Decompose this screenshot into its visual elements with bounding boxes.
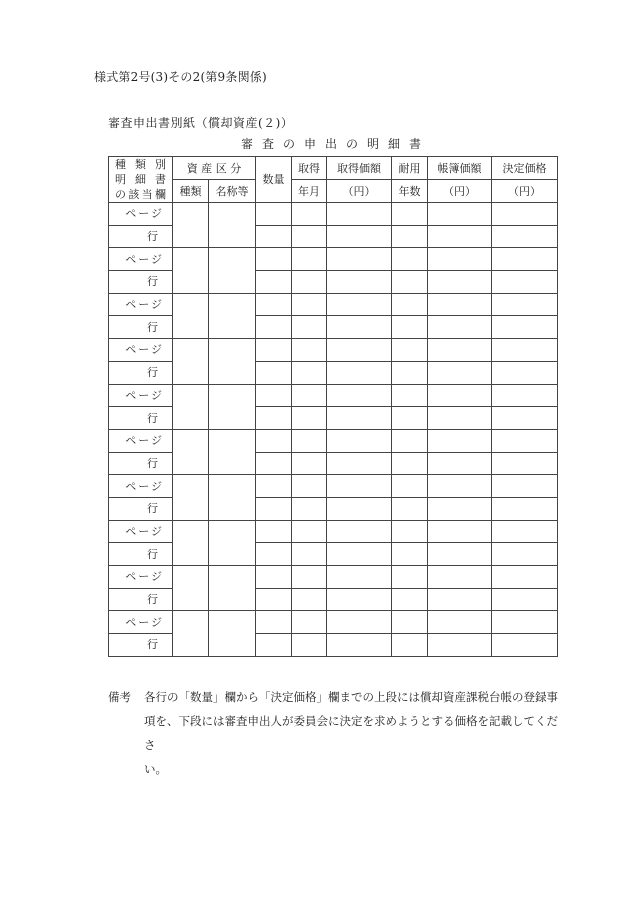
acquired-price-cell[interactable]: [327, 407, 392, 430]
useful-life-cell[interactable]: [392, 497, 428, 520]
book-value-cell[interactable]: [428, 475, 492, 498]
decided-price-cell[interactable]: [492, 339, 558, 362]
acquired-price-cell[interactable]: [327, 611, 392, 634]
acquired-date-cell[interactable]: [292, 475, 327, 498]
book-value-cell[interactable]: [428, 520, 492, 543]
book-value-cell[interactable]: [428, 543, 492, 566]
acquired-date-cell[interactable]: [292, 361, 327, 384]
table-row-upper: [109, 248, 558, 271]
quantity-cell[interactable]: [256, 225, 292, 248]
acquired-price-cell[interactable]: [327, 634, 392, 657]
acquired-date-cell[interactable]: [292, 384, 327, 407]
acquired-price-cell[interactable]: [327, 566, 392, 589]
asset-type-cell[interactable]: [173, 475, 209, 520]
book-value-cell[interactable]: [428, 611, 492, 634]
note-line-2: 項を、下段には審査申出人が委員会に決定を求めようとする価格を記載してくださ: [144, 714, 558, 752]
quantity-cell[interactable]: [256, 203, 292, 226]
quantity-cell[interactable]: [256, 271, 292, 294]
book-value-cell[interactable]: [428, 203, 492, 226]
header-decided-price-2: （円）: [492, 180, 558, 203]
acquired-date-cell[interactable]: [292, 611, 327, 634]
useful-life-cell[interactable]: [392, 248, 428, 271]
form-title: 審査の申出の明細書: [241, 137, 431, 151]
note-line-3: い。: [144, 762, 167, 776]
useful-life-cell[interactable]: [392, 407, 428, 430]
acquired-price-cell[interactable]: [327, 248, 392, 271]
useful-life-cell[interactable]: [392, 225, 428, 248]
acquired-date-cell[interactable]: [292, 566, 327, 589]
useful-life-cell[interactable]: [392, 452, 428, 475]
acquired-date-cell[interactable]: [292, 225, 327, 248]
page-label: ページ: [109, 520, 173, 543]
asset-type-cell[interactable]: [173, 384, 209, 429]
book-value-cell[interactable]: [428, 384, 492, 407]
book-value-cell[interactable]: [428, 566, 492, 589]
header-book-value-2: （円）: [428, 180, 492, 203]
table-row-upper: [109, 339, 558, 362]
acquired-date-cell[interactable]: [292, 429, 327, 452]
decided-price-cell[interactable]: [492, 588, 558, 611]
page-label: ページ: [109, 384, 173, 407]
acquired-price-cell[interactable]: [327, 475, 392, 498]
useful-life-cell[interactable]: [392, 543, 428, 566]
decided-price-cell[interactable]: [492, 293, 558, 316]
decided-price-cell[interactable]: [492, 452, 558, 475]
acquired-price-cell[interactable]: [327, 429, 392, 452]
line-label: 行: [109, 634, 173, 657]
book-value-cell[interactable]: [428, 293, 492, 316]
acquired-price-cell[interactable]: [327, 543, 392, 566]
table-row-upper: [109, 293, 558, 316]
detail-table: [108, 156, 558, 657]
quantity-cell[interactable]: [256, 452, 292, 475]
asset-name-cell[interactable]: [209, 566, 256, 611]
useful-life-cell[interactable]: [392, 316, 428, 339]
book-value-cell[interactable]: [428, 316, 492, 339]
book-value-cell[interactable]: [428, 248, 492, 271]
book-value-cell[interactable]: [428, 407, 492, 430]
decided-price-cell[interactable]: [492, 203, 558, 226]
table-row-upper: [109, 384, 558, 407]
quantity-cell[interactable]: [256, 339, 292, 362]
header-asset-class: 資 産 区 分: [173, 157, 256, 180]
acquired-price-cell[interactable]: [327, 361, 392, 384]
acquired-date-cell[interactable]: [292, 271, 327, 294]
asset-type-cell[interactable]: [173, 520, 209, 565]
decided-price-cell[interactable]: [492, 271, 558, 294]
header-acquired-date-2: 年月: [292, 180, 327, 203]
acquired-date-cell[interactable]: [292, 520, 327, 543]
book-value-cell[interactable]: [428, 339, 492, 362]
asset-name-cell[interactable]: [209, 248, 256, 293]
useful-life-cell[interactable]: [392, 203, 428, 226]
page-label: ページ: [109, 293, 173, 316]
acquired-price-cell[interactable]: [327, 520, 392, 543]
note-line-1: 各行の「数量」欄から「決定価格」欄までの上段には償却資産課税台帳の登録事: [144, 690, 558, 704]
decided-price-cell[interactable]: [492, 475, 558, 498]
note-label: 備考: [108, 690, 131, 704]
line-label: 行: [109, 452, 173, 475]
acquired-price-cell[interactable]: [327, 293, 392, 316]
acquired-date-cell[interactable]: [292, 497, 327, 520]
quantity-cell[interactable]: [256, 429, 292, 452]
quantity-cell[interactable]: [256, 520, 292, 543]
book-value-cell[interactable]: [428, 497, 492, 520]
decided-price-cell[interactable]: [492, 520, 558, 543]
asset-type-cell[interactable]: [173, 203, 209, 248]
header-useful-life-2: 年数: [392, 180, 428, 203]
decided-price-cell[interactable]: [492, 566, 558, 589]
book-value-cell[interactable]: [428, 429, 492, 452]
decided-price-cell[interactable]: [492, 429, 558, 452]
quantity-cell[interactable]: [256, 634, 292, 657]
decided-price-cell[interactable]: [492, 384, 558, 407]
book-value-cell[interactable]: [428, 225, 492, 248]
asset-name-cell[interactable]: [209, 203, 256, 248]
acquired-price-cell[interactable]: [327, 452, 392, 475]
note: [108, 685, 568, 781]
line-label: 行: [109, 588, 173, 611]
acquired-date-cell[interactable]: [292, 316, 327, 339]
page-label: ページ: [109, 203, 173, 226]
asset-name-cell[interactable]: [209, 475, 256, 520]
useful-life-cell[interactable]: [392, 566, 428, 589]
useful-life-cell[interactable]: [392, 339, 428, 362]
acquired-date-cell[interactable]: [292, 634, 327, 657]
asset-name-cell[interactable]: [209, 384, 256, 429]
acquired-date-cell[interactable]: [292, 339, 327, 362]
decided-price-cell[interactable]: [492, 497, 558, 520]
header-acquired-date-1: 取得: [292, 157, 327, 180]
acquired-price-cell[interactable]: [327, 316, 392, 339]
acquired-date-cell[interactable]: [292, 452, 327, 475]
asset-name-cell[interactable]: [209, 520, 256, 565]
asset-name-cell[interactable]: [209, 293, 256, 338]
quantity-cell[interactable]: [256, 293, 292, 316]
quantity-cell[interactable]: [256, 588, 292, 611]
acquired-date-cell[interactable]: [292, 407, 327, 430]
useful-life-cell[interactable]: [392, 520, 428, 543]
quantity-cell[interactable]: [256, 475, 292, 498]
form-subtitle: 審査申出書別紙（償却資産(２)）: [108, 116, 294, 130]
asset-type-cell[interactable]: [173, 429, 209, 474]
book-value-cell[interactable]: [428, 634, 492, 657]
page-label: ページ: [109, 566, 173, 589]
header-book-value-1: 帳簿価額: [428, 157, 492, 180]
acquired-price-cell[interactable]: [327, 384, 392, 407]
table-row-upper: [109, 566, 558, 589]
header-quantity: 数量: [256, 157, 292, 203]
useful-life-cell[interactable]: [392, 429, 428, 452]
useful-life-cell[interactable]: [392, 475, 428, 498]
asset-type-cell[interactable]: [173, 293, 209, 338]
useful-life-cell[interactable]: [392, 634, 428, 657]
table-row-upper: [109, 475, 558, 498]
quantity-cell[interactable]: [256, 248, 292, 271]
asset-name-cell[interactable]: [209, 611, 256, 656]
line-label: 行: [109, 225, 173, 248]
table-row-upper: [109, 611, 558, 634]
book-value-cell[interactable]: [428, 361, 492, 384]
book-value-cell[interactable]: [428, 452, 492, 475]
acquired-price-cell[interactable]: [327, 271, 392, 294]
decided-price-cell[interactable]: [492, 225, 558, 248]
acquired-date-cell[interactable]: [292, 588, 327, 611]
line-label: 行: [109, 407, 173, 430]
table-row-upper: [109, 429, 558, 452]
book-value-cell[interactable]: [428, 588, 492, 611]
decided-price-cell[interactable]: [492, 407, 558, 430]
decided-price-cell[interactable]: [492, 611, 558, 634]
table-row-upper: [109, 520, 558, 543]
acquired-date-cell[interactable]: [292, 203, 327, 226]
quantity-cell[interactable]: [256, 566, 292, 589]
acquired-price-cell[interactable]: [327, 339, 392, 362]
decided-price-cell[interactable]: [492, 316, 558, 339]
acquired-price-cell[interactable]: [327, 588, 392, 611]
asset-type-cell[interactable]: [173, 339, 209, 384]
quantity-cell[interactable]: [256, 497, 292, 520]
page-label: ページ: [109, 611, 173, 634]
table-row-upper: [109, 203, 558, 226]
useful-life-cell[interactable]: [392, 271, 428, 294]
useful-life-cell[interactable]: [392, 384, 428, 407]
acquired-price-cell[interactable]: [327, 497, 392, 520]
header-acquired-price-2: （円）: [327, 180, 392, 203]
quantity-cell[interactable]: [256, 407, 292, 430]
book-value-cell[interactable]: [428, 271, 492, 294]
page-label: ページ: [109, 339, 173, 362]
decided-price-cell[interactable]: [492, 361, 558, 384]
line-label: 行: [109, 271, 173, 294]
acquired-price-cell[interactable]: [327, 203, 392, 226]
header-asset-type: 種類: [173, 180, 209, 203]
note-text: [144, 685, 568, 781]
useful-life-cell[interactable]: [392, 588, 428, 611]
quantity-cell[interactable]: [256, 384, 292, 407]
decided-price-cell[interactable]: [492, 543, 558, 566]
line-label: 行: [109, 361, 173, 384]
asset-type-cell[interactable]: [173, 611, 209, 656]
quantity-cell[interactable]: [256, 316, 292, 339]
acquired-price-cell[interactable]: [327, 225, 392, 248]
quantity-cell[interactable]: [256, 611, 292, 634]
decided-price-cell[interactable]: [492, 248, 558, 271]
header-useful-life-1: 耐用: [392, 157, 428, 180]
asset-name-cell[interactable]: [209, 339, 256, 384]
asset-type-cell[interactable]: [173, 248, 209, 293]
useful-life-cell[interactable]: [392, 293, 428, 316]
page-label: ページ: [109, 248, 173, 271]
line-label: 行: [109, 543, 173, 566]
acquired-date-cell[interactable]: [292, 543, 327, 566]
quantity-cell[interactable]: [256, 543, 292, 566]
useful-life-cell[interactable]: [392, 361, 428, 384]
page-label: ページ: [109, 429, 173, 452]
acquired-date-cell[interactable]: [292, 248, 327, 271]
page-label: ページ: [109, 475, 173, 498]
acquired-date-cell[interactable]: [292, 293, 327, 316]
line-label: 行: [109, 497, 173, 520]
header-acquired-price-1: 取得価額: [327, 157, 392, 180]
form-number: 様式第2号(3)その2(第9条関係): [94, 70, 267, 84]
header-kind: 種 類 別 明 細 書 の該当欄: [109, 157, 173, 203]
line-label: 行: [109, 316, 173, 339]
asset-type-cell[interactable]: [173, 566, 209, 611]
useful-life-cell[interactable]: [392, 611, 428, 634]
decided-price-cell[interactable]: [492, 634, 558, 657]
quantity-cell[interactable]: [256, 361, 292, 384]
header-decided-price-1: 決定価格: [492, 157, 558, 180]
asset-name-cell[interactable]: [209, 429, 256, 474]
header-asset-name: 名称等: [209, 180, 256, 203]
